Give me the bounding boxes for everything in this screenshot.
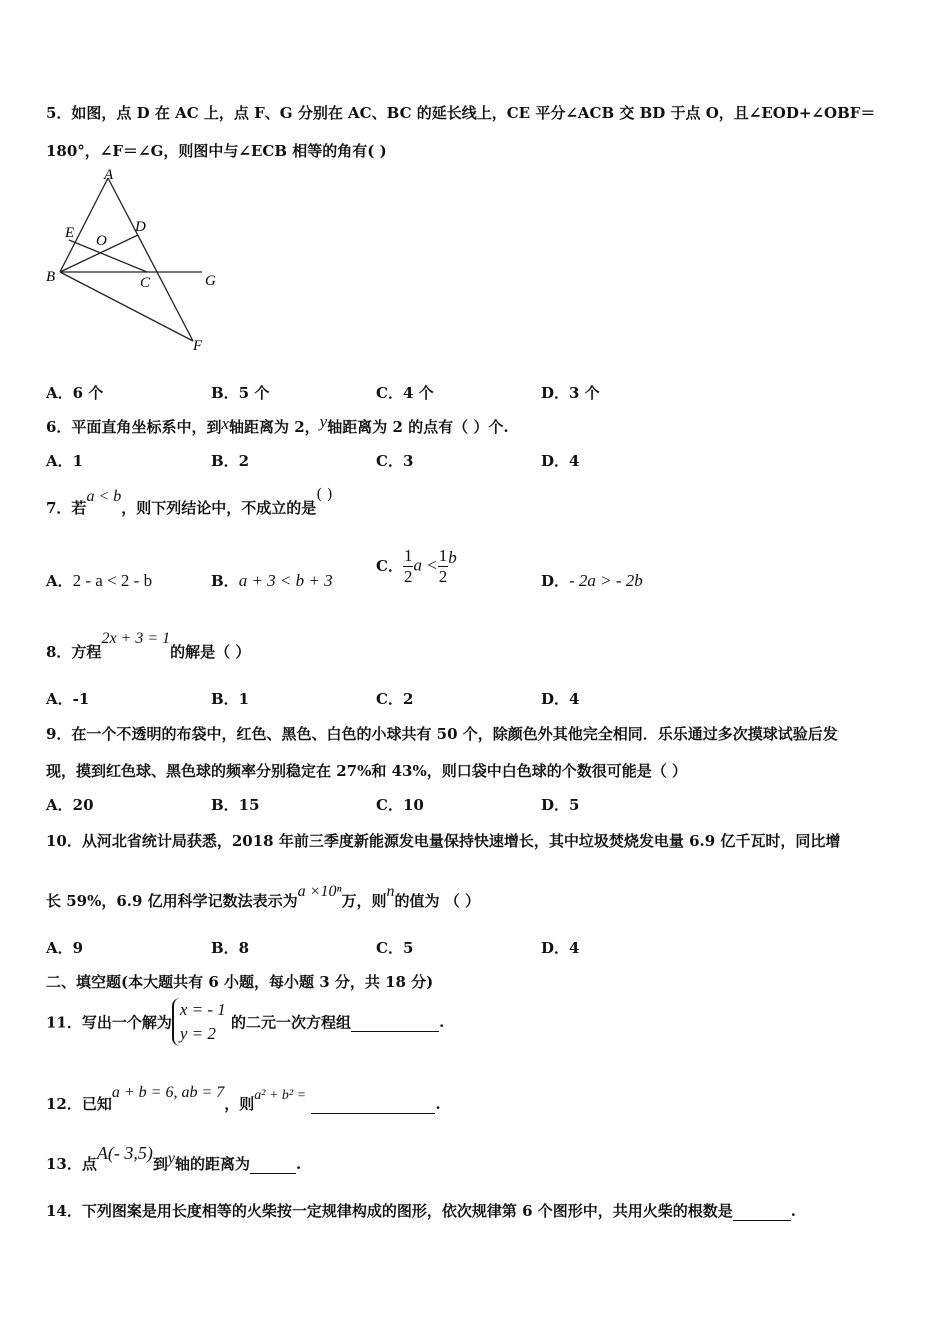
q11-answer-blank[interactable] (351, 1013, 439, 1032)
q6-option-b[interactable]: B．2 (211, 452, 250, 470)
q12-answer-blank[interactable] (311, 1095, 435, 1114)
q14-stem: 14．下列图案是用长度相等的火柴按一定规律构成的图形，依次规律第 6 个图形中，共用火柴的根数是 . (46, 1202, 796, 1220)
q6-var-y: y (319, 412, 328, 431)
q8-equation: 2x + 3 = 1 (101, 630, 171, 647)
q10-var-n: n (386, 883, 395, 900)
q5-label-B: B (46, 269, 56, 285)
q5-label-C: C (140, 275, 151, 291)
q13-var-y: y (167, 1150, 175, 1167)
q12-stem: 12．已知a + b = 6, ab = 7，则a² + b² = . (46, 1084, 441, 1113)
q13-stem: 13．点A(- 3,5)到y轴的距离为 . (46, 1143, 302, 1173)
q6-option-d[interactable]: D．4 (541, 452, 580, 470)
q5-label-D: D (135, 219, 146, 235)
q10-option-d[interactable]: D．4 (541, 939, 580, 957)
q5-stem-line1: 5．如图，点 D 在 AC 上，点 F、G 分别在 AC、BC 的延长线上，CE 平分∠ACB 交 BD 于点 O，且∠EOD+∠OBF＝ (46, 104, 876, 122)
q6-option-a[interactable]: A．1 (46, 452, 84, 470)
q9-option-c[interactable]: C．10 (376, 796, 424, 814)
q5-geometry-figure (40, 165, 230, 365)
q5-option-a[interactable]: A．6 个 (46, 384, 104, 402)
q8-option-c[interactable]: C．2 (376, 690, 414, 708)
q8-option-d[interactable]: D．4 (541, 690, 580, 708)
q9-stem-line1: 9．在一个不透明的布袋中，红色、黑色、白色的小球共有 50 个，除颜色外其他完全相同．乐乐通过多次摸球试验后发 (46, 725, 838, 743)
q7-option-b[interactable]: B．a + 3 < b + 3 (211, 571, 333, 590)
q9-option-a[interactable]: A．20 (46, 796, 94, 814)
q10-stem-line2: 长 59%，6.9 亿用科学记数法表示为a ×10ⁿ万，则n的值为 （ ） (46, 883, 480, 910)
q5-label-E: E (65, 225, 75, 241)
q10-scientific: a ×10ⁿ (297, 883, 342, 900)
q9-option-d[interactable]: D．5 (541, 796, 580, 814)
q7-option-d[interactable]: D．- 2a > - 2b (541, 571, 643, 590)
q7-stem: 7．若a < b，则下列结论中，不成立的是( ) (46, 485, 333, 517)
q5-stem-line2: 180°，∠F＝∠G，则图中与∠ECB 相等的角有( ) (46, 142, 387, 160)
q8-option-b[interactable]: B．1 (211, 690, 250, 708)
section2-title: 二、填空题(本大题共有 6 小题，每小题 3 分，共 18 分) (46, 973, 434, 991)
q10-option-b[interactable]: B．8 (211, 939, 250, 957)
q10-stem-line1: 10．从河北省统计局获悉，2018 年前三季度新能源发电量保持快速增长，其中垃圾焚烧发电量 6.9 亿千瓦时，同比增 (46, 832, 841, 850)
q5-option-d[interactable]: D．3 个 (541, 384, 600, 402)
q12-expression: a² + b² = (254, 1088, 307, 1103)
q5-label-G: G (205, 273, 216, 289)
q7-condition: a < b (86, 488, 122, 505)
q6-var-x: x (221, 414, 229, 433)
q8-stem: 8．方程2x + 3 = 1的解是（ ） (46, 630, 251, 661)
q11-stem: 11．写出一个解为 x = - 1 y = 2 的二元一次方程组 . (46, 998, 444, 1046)
q5-label-A: A (104, 167, 114, 183)
q12-condition: a + b = 6, ab = 7 (111, 1084, 225, 1101)
q14-answer-blank[interactable] (733, 1202, 791, 1221)
q13-point: A(- 3,5) (96, 1143, 153, 1163)
q6-stem: 6．平面直角坐标系中，到x轴距离为 2，y轴距离为 2 的点有（ ）个. (46, 412, 509, 436)
q7-option-c[interactable]: C． $\frac{1}{2}$ a < $\frac{1}{2}$ b (376, 546, 457, 586)
q10-option-c[interactable]: C．5 (376, 939, 414, 957)
q7-option-a[interactable]: A．2 - a < 2 - b (46, 571, 153, 590)
q5-label-F: F (193, 338, 203, 354)
q5-option-b[interactable]: B．5 个 (211, 384, 270, 402)
q8-option-a[interactable]: A．-1 (46, 690, 90, 708)
q5-label-O: O (96, 233, 107, 249)
q9-stem-line2: 现，摸到红色球、黑色球的频率分别稳定在 27%和 43%，则口袋中白色球的个数很可能是（ ） (46, 762, 687, 780)
q10-option-a[interactable]: A．9 (46, 939, 84, 957)
q7-paren: ( ) (316, 485, 333, 503)
q9-option-b[interactable]: B．15 (211, 796, 260, 814)
q6-option-c[interactable]: C．3 (376, 452, 414, 470)
q13-answer-blank[interactable] (250, 1155, 296, 1174)
q5-option-c[interactable]: C．4 个 (376, 384, 434, 402)
